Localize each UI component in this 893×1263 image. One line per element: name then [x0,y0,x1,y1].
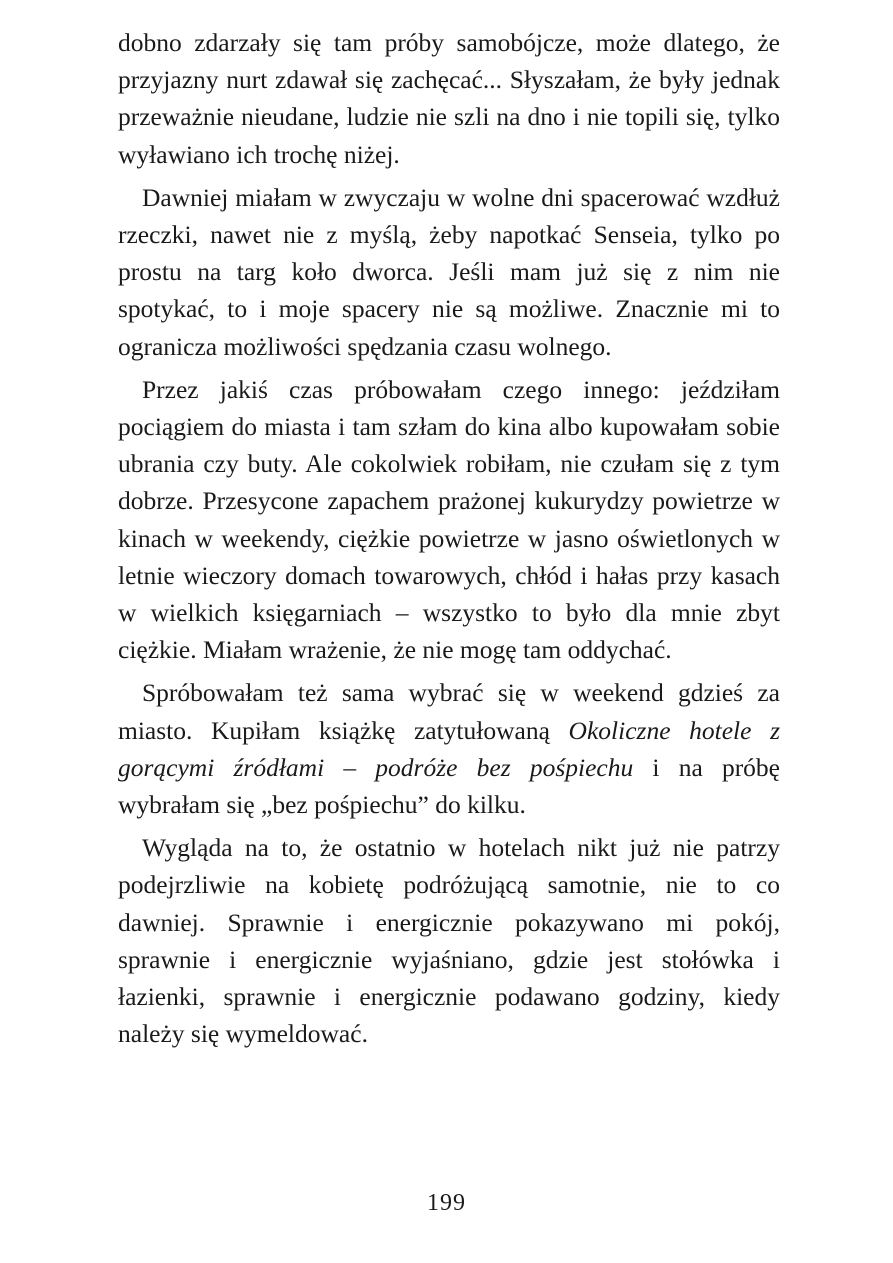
paragraph-weekend-trip [118,674,780,823]
paragraph-weekend-trip-start: Spróbowałam też sama wybrać się w weekend gdzieś za miasto. Kupiłam książkę zatytułowaną [118,678,780,745]
book-title: Okoliczne hotele z gorącymi źródłami – podróże bez pośpiechu [118,715,780,782]
paragraph-weekend-trip-end: i na próbę wybrałam się „bez pośpiechu” do kilku. [118,752,781,820]
paragraph-continued: dobno zdarzały się tam próby samobójcze, może dlatego, że przyjazny nurt zdawał się zachęcać... Słyszałam, że były jednak przeważnie nieudane, ludzie nie szli na dno i nie topili się, tylko wyławiano ich trochę niżej. [118,28,780,169]
page-body [118,24,780,1058]
paragraph-hotels: Wygląda na to, że ostatnio w hotelach nikt już nie patrzy podejrzliwie na kobietę podróżującą samotnie, nie to co dawniej. Sprawnie i energicznie pokazywano mi pokój, sprawnie i energicznie wyjaśniano, gdzie jest stołówka i łazienki, sprawnie i energicznie podawano godziny, kiedy należy się wymeldować. [118,833,780,1049]
paragraph-city: Przez jakiś czas próbowałam czego innego: jeździłam pociągiem do miasta i tam szłam do kina albo kupowałam sobie ubrania czy buty. Ale cokolwiek robiłam, nie czułam się z tym dobrze. Przesycone zapachem prażonej kukurydzy powietrze w kinach w weekendy, ciężkie powietrze w jasno oświetlonych w letnie wieczory domach towarowych, chłód i hałas przy kasach w wielkich księgarniach – wszystko to było dla mnie zbyt ciężkie. Miałam wrażenie, że nie mogę tam oddychać. [118,374,780,665]
paragraph-walks: Dawniej miałam w zwyczaju w wolne dni spacerować wzdłuż rzeczki, nawet nie z myślą, żeby napotkać Senseia, tylko po prostu na targ koło dworca. Jeśli mam już się z nim nie spotykać, to i moje spacery nie są możliwe. Znacznie mi to ogranicza możliwości spędzania czasu wolnego. [118,182,780,361]
page-number: 199 [427,1190,466,1216]
